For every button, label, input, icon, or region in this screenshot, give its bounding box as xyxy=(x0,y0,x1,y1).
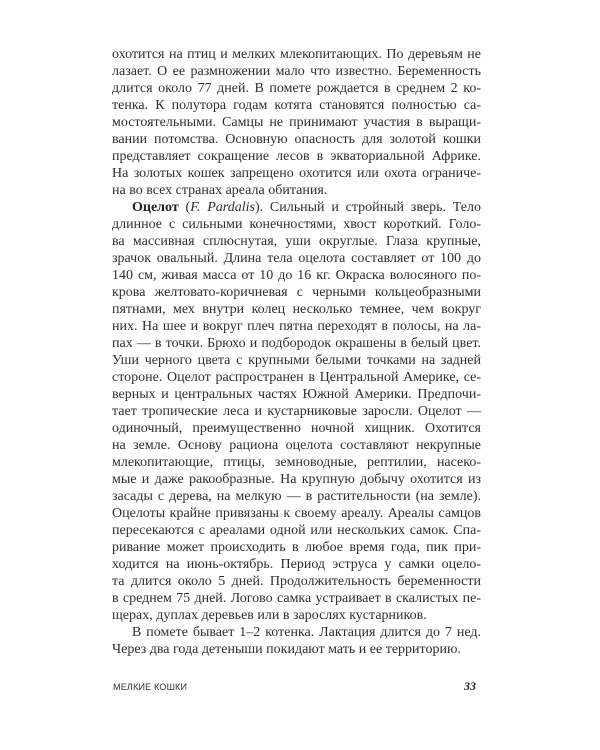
text-line: пятнами, мех внутри колец несколько темнее, чем вокруг xyxy=(112,302,481,317)
text-line: млекопитающие, птицы, земноводные, рептилии, насеко- xyxy=(112,455,481,470)
text-line: В помете бывает 1–2 котенка. Лактация длится до 7 нед. xyxy=(132,625,481,640)
text-line: охотится на птиц и мелких млекопитающих. По деревьям не xyxy=(112,47,481,62)
text-line: одиночный, преимущественно ночной хищник. Охотится xyxy=(112,421,481,436)
text-line: та длится около 5 дней. Продолжительность беременности xyxy=(112,574,481,589)
text-line: На золотых кошек запрещено охотится или охота ограниче- xyxy=(112,166,481,181)
text-line: щерах, дуплах деревьев или в зарослях кустарников. xyxy=(112,608,427,623)
text-line: в среднем 75 дней. Логово самка устраивает в скалистых пе- xyxy=(112,591,481,606)
text-line: Оцелоты крайне привязаны к своему ареалу. Ареалы самцов xyxy=(112,506,481,521)
text-line: мые и даже ракообразные. На крупную добычу охотится из xyxy=(112,472,481,487)
text-line: Через два года детеныши покидают мать и ее территорию. xyxy=(112,642,461,657)
text-line: ривание может происходить в любое время года, пик при- xyxy=(112,540,481,555)
text-line: зрачок овальный. Длина тела оцелота составляет от 100 до xyxy=(112,251,481,266)
latin-name: F. Pardalis xyxy=(190,200,255,215)
text-line: на земле. Основу рациона оцелота составляют некрупные xyxy=(112,438,481,453)
text-line: пах — в точки. Брюхо и подбородок окрашены в белый цвет. xyxy=(112,336,481,351)
text-line: ва массивная сплюснутая, уши округлые. Глаза крупные, xyxy=(112,234,481,249)
text-line: мостоятельными. Самцы не принимают участия в выращи- xyxy=(112,115,481,130)
text-line: тенка. К полутора годам котята становятся полностью са- xyxy=(112,98,481,113)
body-text xyxy=(112,46,481,658)
text-line: засады с дерева, на мелкую — в растительности (на земле). xyxy=(112,489,481,504)
text-line: Оцелот (F. Pardalis). Сильный и стройный зверь. Тело xyxy=(132,200,481,215)
text-line: вании потомства. Основную опасность для золотой кошки xyxy=(112,132,481,147)
text-line: пересекаются с ареалами одной или нескольких самок. Спа- xyxy=(112,523,481,538)
text-line: стороне. Оцелот распространен в Центральной Америке, се- xyxy=(112,370,481,385)
paragraph xyxy=(112,46,481,199)
text-line: них. На шее и вокруг плеч пятна переходят в полосы, на ла- xyxy=(112,319,481,334)
text-line: представляет сокращение лесов в экваториальной Африке. xyxy=(112,149,481,164)
running-footer-title: МЕЛКИЕ КОШКИ xyxy=(113,682,188,692)
page-number: 33 xyxy=(464,679,476,693)
paragraph xyxy=(112,624,481,658)
species-heading: Оцелот xyxy=(132,200,179,215)
paragraph xyxy=(112,199,481,624)
text-line: ходится на июнь-октябрь. Период эструса у самки оцело- xyxy=(112,557,481,572)
text-line: крова желтовато-коричневая с черными кольцеобразными xyxy=(112,285,481,300)
text-line: длится около 77 дней. В помете рождается в среднем 2 ко- xyxy=(112,81,481,96)
text-line: верных и центральных частях Южной Америки. Предпочи- xyxy=(112,387,481,402)
text-line: длинное с сильными конечностями, хвост короткий. Голо- xyxy=(112,217,481,232)
text-line: на во всех странах ареала обитания. xyxy=(112,183,328,198)
text-line: Уши черного цвета с крупными белыми точками на задней xyxy=(112,353,481,368)
text-line: лазает. О ее размножении мало что известно. Беременность xyxy=(112,64,481,79)
line-rest: ). Сильный и стройный зверь. Тело xyxy=(254,200,481,215)
text-line: тает тропические леса и кустарниковые заросли. Оцелот — xyxy=(112,404,481,419)
text-line: 140 см, живая масса от 10 до 16 кг. Окраска волосяного по- xyxy=(112,268,481,283)
